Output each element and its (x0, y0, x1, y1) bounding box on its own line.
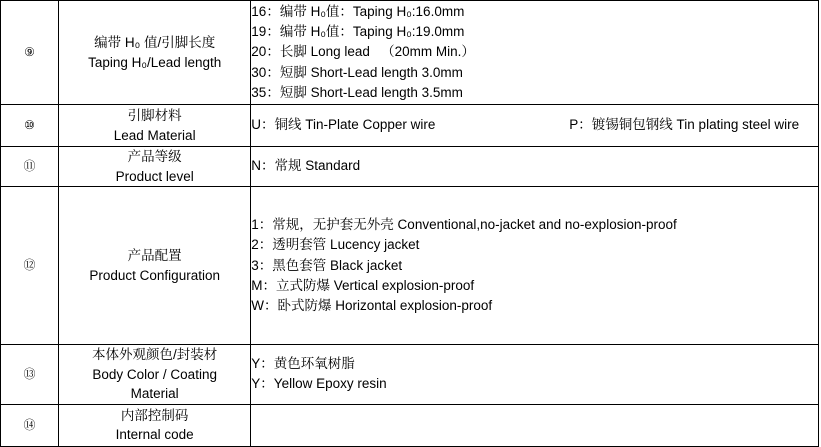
row-label-cn: 内部控制码 (120, 407, 189, 423)
desc-line: 1：常规，无护套无外壳 Conventional,no-jacket and no-explosion-proof (251, 217, 677, 232)
table-row (1, 345, 819, 405)
desc-line: 2：透明套管 Lucency jacket (251, 237, 420, 253)
table-row (1, 404, 819, 446)
row-index: ⑪ (1, 147, 59, 187)
row-label (59, 404, 251, 446)
row-index: ⑨ (1, 1, 59, 105)
row-label (59, 105, 251, 147)
row-label-en: Internal code (115, 427, 194, 443)
row-description (251, 147, 819, 187)
desc-line: 19：编带 H₀值：Taping H₀:19.0mm (251, 24, 465, 40)
row-description (251, 345, 819, 405)
desc-line: 35：短脚 Short-Lead length 3.5mm (251, 84, 463, 100)
desc-line: N：常规 Standard (251, 158, 361, 174)
row-label-en: Taping H₀/Lead length (88, 54, 222, 70)
table-row (1, 147, 819, 187)
table-row (1, 1, 819, 105)
row-label-cn: 引脚材料 (127, 107, 182, 123)
desc-line: Y：Yellow Epoxy resin (251, 376, 387, 392)
row-description (251, 187, 819, 345)
row-label-en: Lead Material (113, 127, 196, 143)
row-index: ⑫ (1, 187, 59, 345)
row-label-cn: 编带 H₀ 值/引脚长度 (94, 34, 216, 50)
row-label-cn: 产品配置 (127, 248, 182, 264)
row-label-cn: 本体外观颜色/封装材 (92, 347, 218, 363)
row-label (59, 187, 251, 345)
desc-line: U：铜线 Tin-Plate Copper wire (251, 117, 436, 133)
desc-line: W：卧式防爆 Horizontal explosion-proof (251, 298, 493, 313)
row-description (251, 105, 819, 147)
table-row (1, 187, 819, 345)
table-row (1, 105, 819, 147)
row-label (59, 147, 251, 187)
row-label-en: Body Color / Coating (92, 366, 217, 382)
row-label-cn: 产品等级 (127, 149, 182, 164)
row-index: ⑭ (1, 404, 59, 446)
desc-line: 3：黑色套管 Black jacket (251, 257, 403, 273)
row-description (251, 404, 819, 446)
row-index: ⑬ (1, 345, 59, 405)
desc-line: Y：黄色环氧树脂 (251, 356, 355, 372)
row-description (251, 1, 819, 105)
desc-line: 20：长脚 Long lead （20mm Min.） (251, 44, 475, 60)
row-label-en: Product Configuration (89, 267, 220, 283)
row-label (59, 1, 251, 105)
row-label-en-2: Material (130, 386, 179, 402)
desc-line: 16：编带 H₀值：Taping H₀:16.0mm (251, 3, 465, 19)
desc-line: P：镀锡铜包钢线 Tin plating steel wire (569, 117, 800, 133)
row-index: ⑩ (1, 105, 59, 147)
desc-line: M：立式防爆 Vertical explosion-proof (251, 277, 475, 293)
row-label (59, 345, 251, 405)
desc-line: 30：短脚 Short-Lead length 3.0mm (251, 64, 463, 80)
row-label-en: Product level (115, 168, 194, 184)
